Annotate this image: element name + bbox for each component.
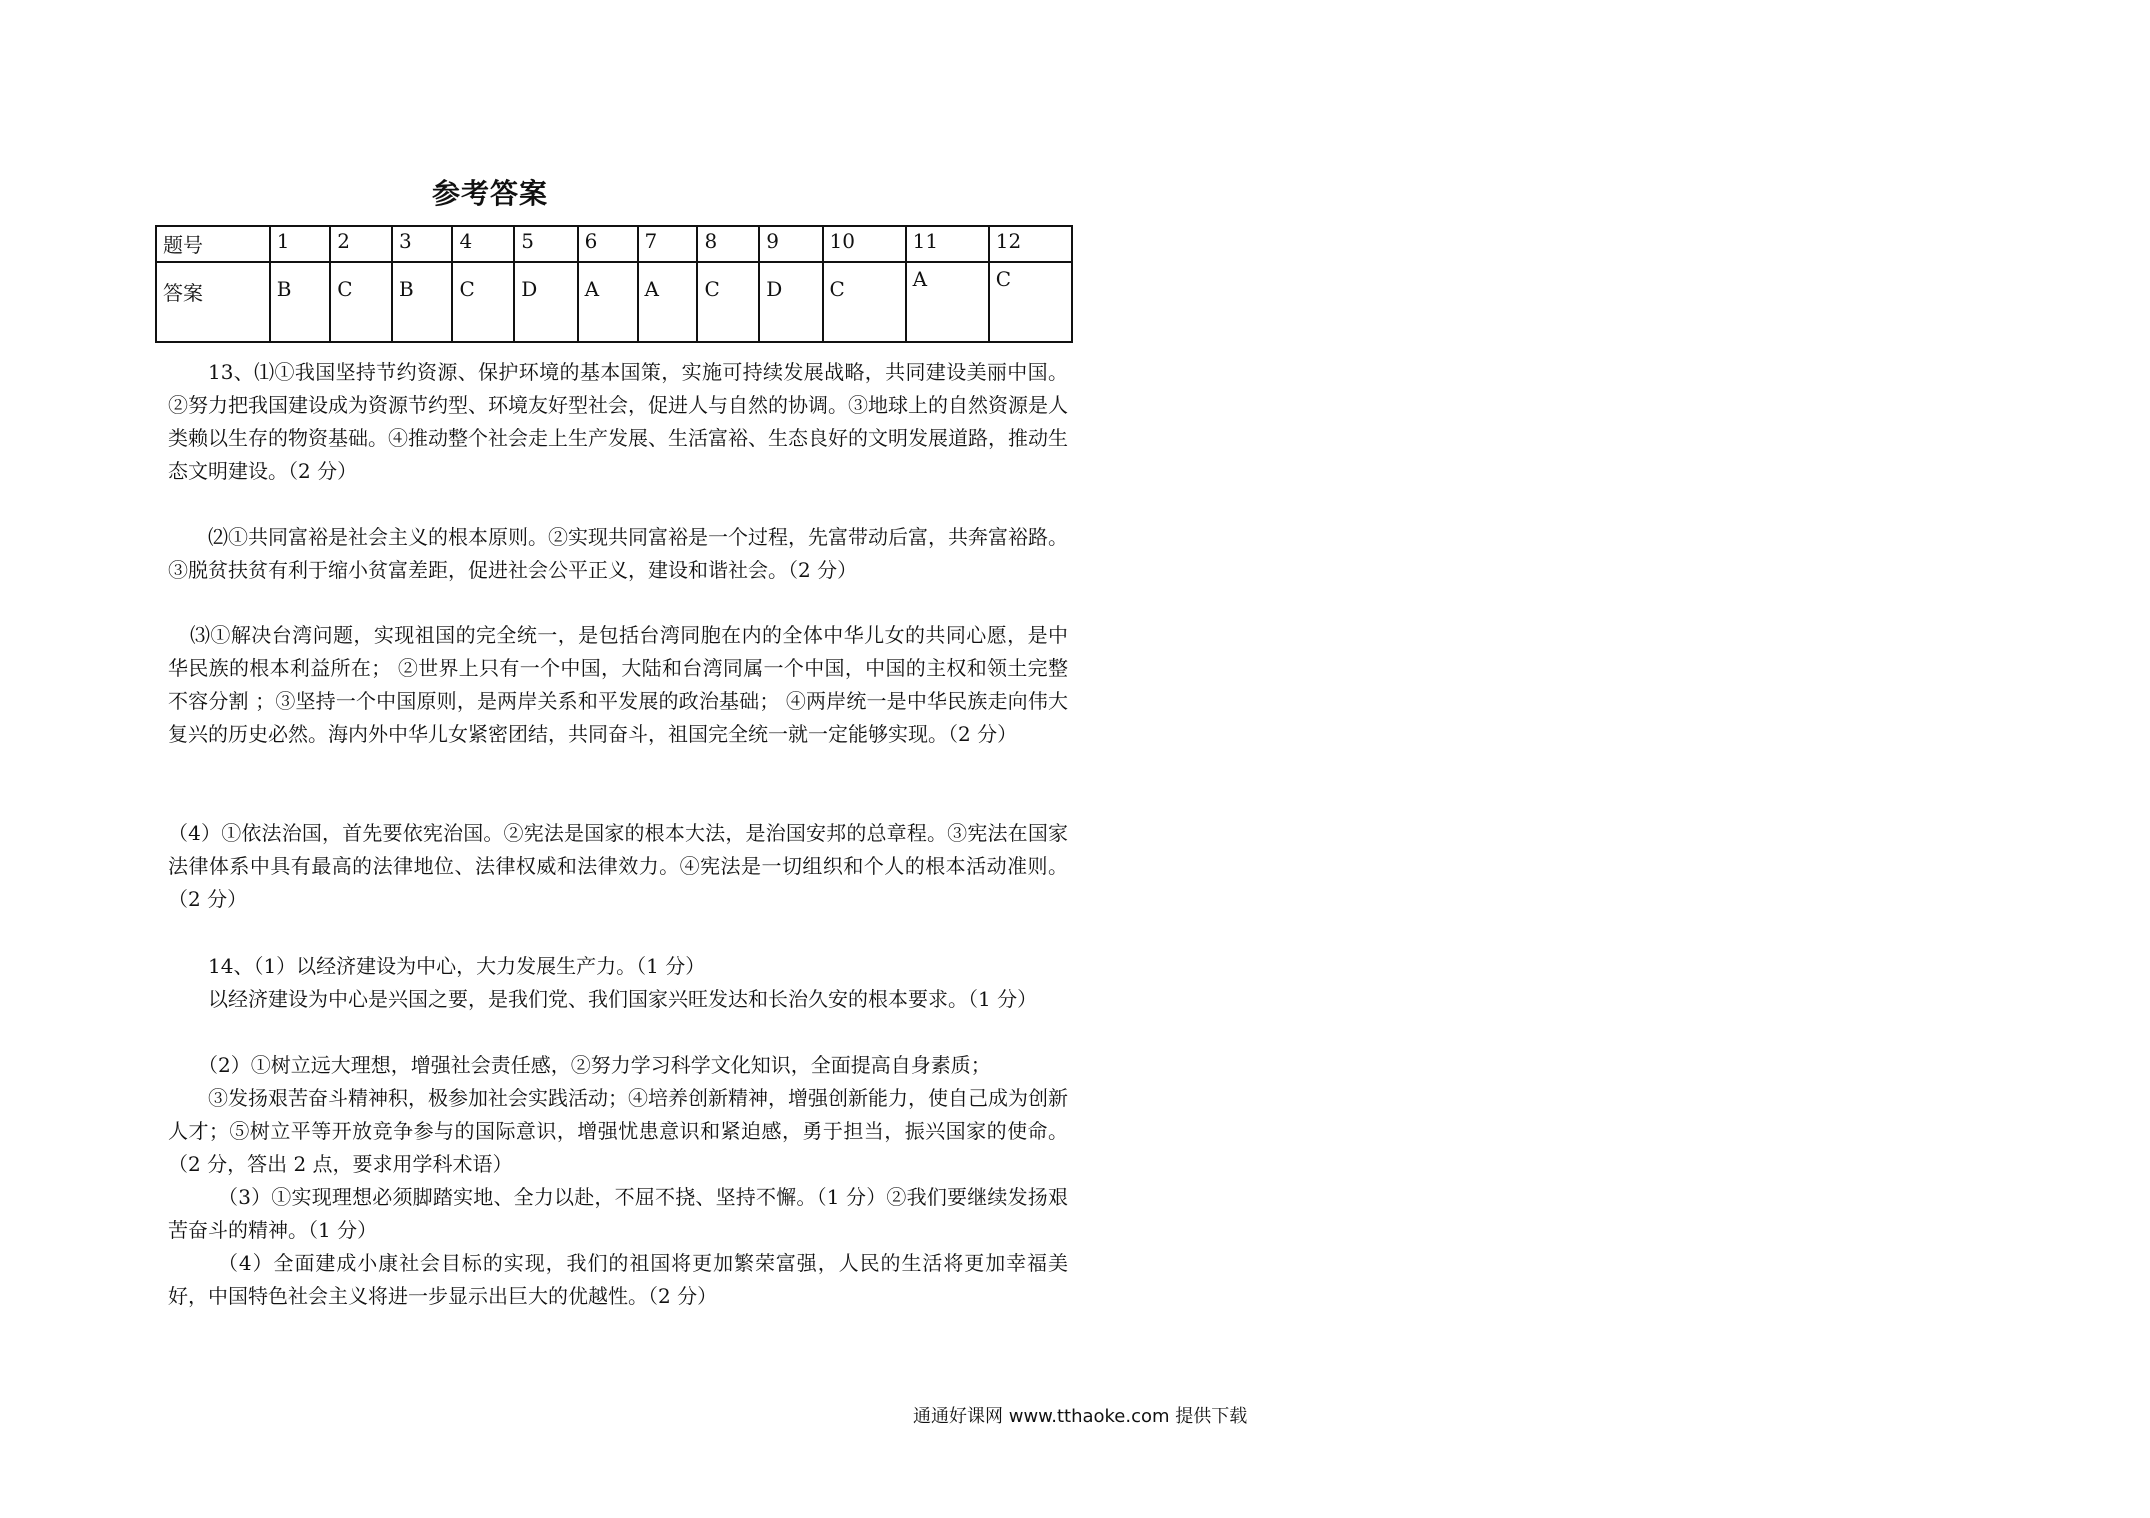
row-header-number: 题号 [156,226,270,262]
question-number: 11 [906,226,989,262]
answer-13-3: ⑶①解决台湾问题，实现祖国的完全统一，是包括台湾同胞在内的全体中华儿女的共同心愿，是中华民族的根本利益所在； ②世界上只有一个中国，大陆和台湾同属一个中国，中国的主权和领土完整不容分割 ；③坚持一个中国原则，是两岸关系和平发展的政治基础； ④两岸统一是中华民族走向伟大复兴的历史必然。海内外中华儿女紧密团结，共同奋斗，祖国完全统一就一定能够实现。（2 分） [168,623,1068,746]
row-header-answer: 答案 [156,262,270,342]
question-number: 5 [514,226,577,262]
question-number: 8 [697,226,759,262]
question-number: 6 [578,226,638,262]
question-number: 7 [638,226,698,262]
answer-cell: A [906,262,989,342]
answer-cell: C [823,262,906,342]
answer-cell: B [392,262,452,342]
answer-14-3: （3）①实现理想必须脚踏实地、全力以赴，不屈不挠、坚持不懈。（1 分）②我们要继续发扬艰苦奋斗的精神。（1 分） [168,1185,1068,1242]
question-number: 10 [823,226,906,262]
answer-cell: B [270,262,330,342]
answer-14-4: （4）全面建成小康社会目标的实现，我们的祖国将更加繁荣富强，人民的生活将更加幸福美好，中国特色社会主义将进一步显示出巨大的优越性。（2 分） [168,1251,1068,1308]
question-number: 12 [989,226,1072,262]
answer-13-4: （4）①依法治国，首先要依宪治国。②宪法是国家的根本大法，是治国安邦的总章程。③宪法在国家法律体系中具有最高的法律地位、法律权威和法律效力。④宪法是一切组织和个人的根本活动准则。（2 分） [168,821,1068,911]
answer-cell: D [759,262,822,342]
answer-cell: C [330,262,392,342]
question-number: 3 [392,226,452,262]
answer-cell: C [452,262,514,342]
answer-cell: C [697,262,759,342]
answer-cell: D [514,262,577,342]
answer-cell: A [578,262,638,342]
table-row-answers [156,262,1072,342]
answer-table [155,225,1073,343]
question-number: 4 [452,226,514,262]
question-number: 9 [759,226,822,262]
question-number: 1 [270,226,330,262]
answer-cell: A [638,262,698,342]
answer-13-1: 13、⑴①我国坚持节约资源、保护环境的基本国策，实施可持续发展战略，共同建设美丽中国。②努力把我国建设成为资源节约型、环境友好型社会，促进人与自然的协调。③地球上的自然资源是人类赖以生存的物资基础。④推动整个社会走上生产发展、生活富裕、生态良好的文明发展道路，推动生态文明建设。（2 分） [168,360,1068,483]
answer-14-1: 14、（1）以经济建设为中心，大力发展生产力。（1 分） [208,954,706,978]
answer-14-1-detail: 以经济建设为中心是兴国之要，是我们党、我们国家兴旺发达和长治久安的根本要求。（1 分） [208,987,1038,1011]
page-title: 参考答案 [431,177,548,210]
question-number: 2 [330,226,392,262]
answer-14-2: （2）①树立远大理想，增强社会责任感，②努力学习科学文化知识，全面提高自身素质； [198,1053,991,1077]
answer-14-2-continued: ③发扬艰苦奋斗精神积，极参加社会实践活动；④培养创新精神，增强创新能力，使自己成为创新人才；⑤树立平等开放竞争参与的国际意识，增强忧患意识和紧迫感，勇于担当，振兴国家的使命。（2 分，答出 2 点，要求用学科术语） [168,1086,1068,1176]
answer-cell: C [989,262,1072,342]
footer-credit: 通通好课网 www.tthaoke.com 提供下载 [913,1406,1248,1427]
table-row-numbers [156,226,1072,262]
answer-13-2: ⑵①共同富裕是社会主义的根本原则。②实现共同富裕是一个过程，先富带动后富，共奔富裕路。 ③脱贫扶贫有利于缩小贫富差距，促进社会公平正义，建设和谐社会。（2 分） [168,525,1068,582]
